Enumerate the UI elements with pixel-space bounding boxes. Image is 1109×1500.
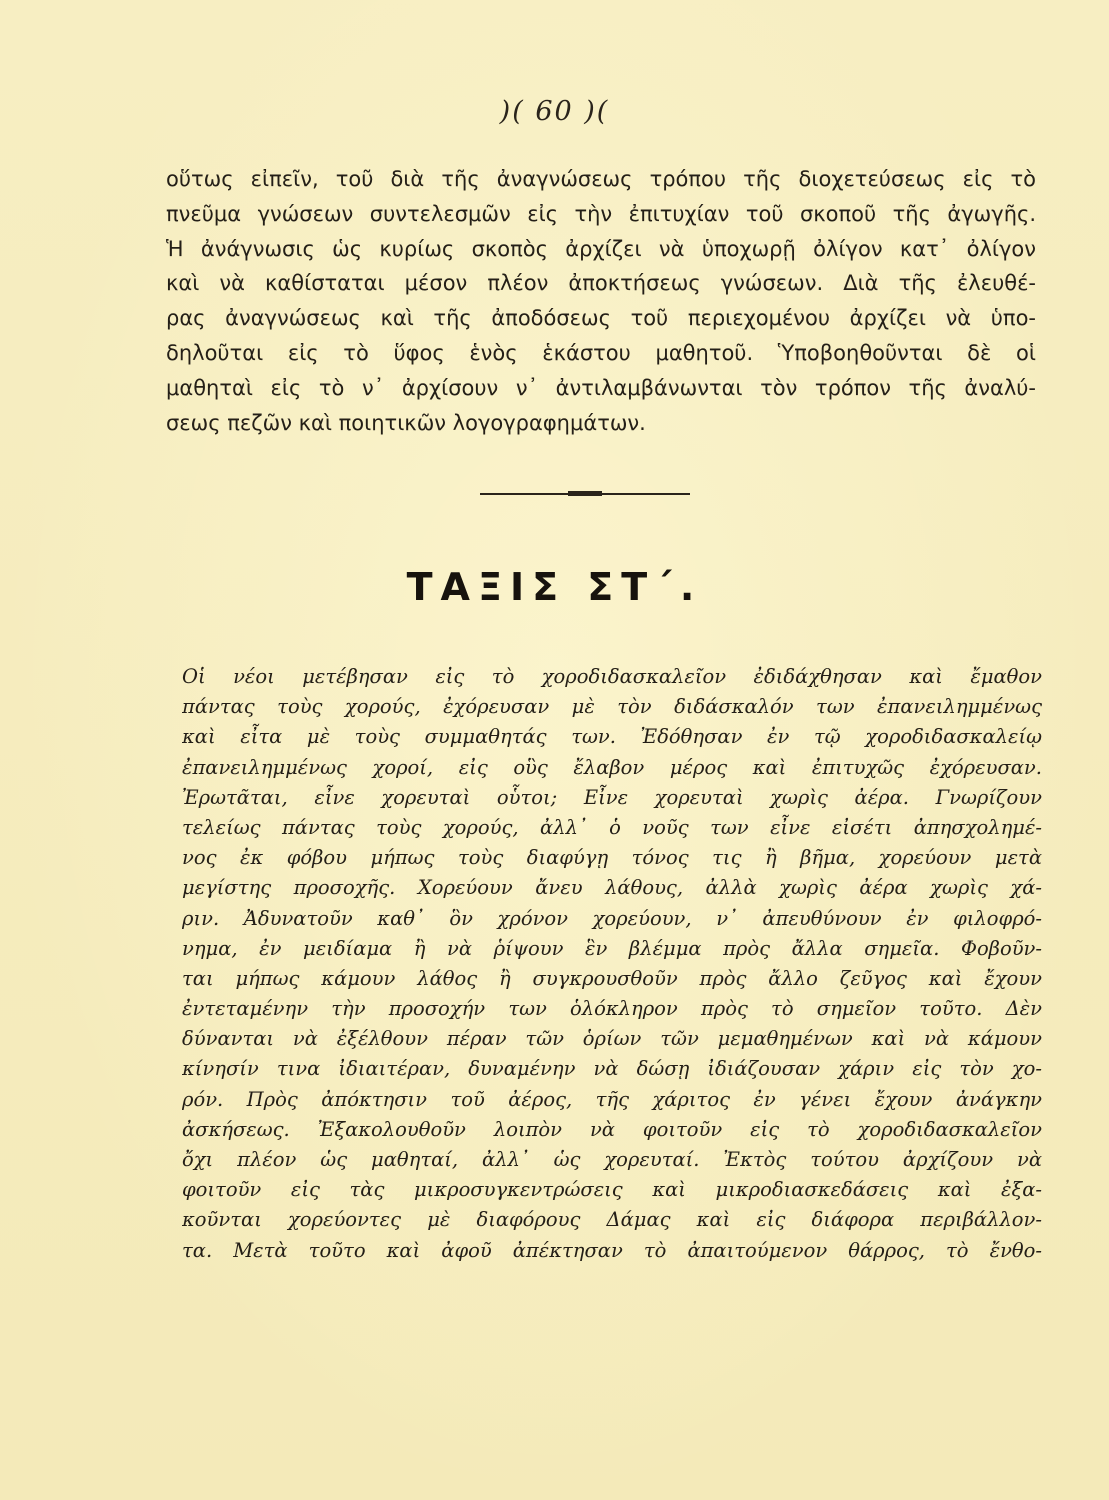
paragraph-line: πνεῦμα γνώσεων συντελεσμῶν εἰς τὴν ἐπιτυχίαν τοῦ σκοποῦ τῆς ἀγωγῆς. [166, 201, 1036, 226]
paragraph-line: ὄχι πλέον ὡς μαθηταί, ἀλλ᾽ ὡς χορευταί. Ἐκτὸς τούτου ἀρχίζουν νὰ [182, 1148, 1042, 1171]
paragraph-line: καὶ νὰ καθίσταται μέσον πλέον ἀποκτήσεως γνώσεων. Διὰ τῆς ἐλευθέ- [166, 271, 1036, 296]
paragraph-line: δηλοῦται εἰς τὸ ὕφος ἑνὸς ἑκάστου μαθητοῦ. Ὑποβοηθοῦνται δὲ οἱ [166, 340, 1036, 365]
section-heading: ΤΑΞΙΣ ΣΤ΄. [406, 565, 703, 609]
paragraph-line: ριν. Ἀδυνατοῦν καθ᾽ ὃν χρόνον χορεύουν, ν᾽ ἀπευθύνουν ἐν φιλοφρό- [182, 906, 1042, 930]
paragraph-line: νος ἐκ φόβου μήπως τοὺς διαφύγῃ τόνος τις ἢ βῆμα, χορεύουν μετὰ [182, 846, 1042, 870]
paragraph-line: οὕτως εἰπεῖν, τοῦ διὰ τῆς ἀναγνώσεως τρόπου τῆς διοχετεύσεως εἰς τὸ [166, 167, 1036, 191]
paragraph-line: μεγίστης προσοχῆς. Χορεύουν ἄνευ λάθους, ἀλλὰ χωρὶς ἀέρα χωρὶς χά- [182, 876, 1042, 900]
paragraph-line: ρας ἀναγνώσεως καὶ τῆς ἀποδόσεως τοῦ περιεχομένου ἀρχίζει νὰ ὑπο- [166, 306, 1036, 331]
paragraph-line: ἐπανειλημμένως χοροί, εἰς οὓς ἔλαβον μέρος καὶ ἐπιτυχῶς ἐχόρευσαν. [182, 755, 1042, 779]
divider-thick-center [568, 491, 602, 496]
paragraph-line: τα. Μετὰ τοῦτο καὶ ἀφοῦ ἀπέκτησαν τὸ ἀπαιτούμενον θάρρος, τὸ ἔνθο- [182, 1238, 1042, 1262]
paragraph-line: Οἱ νέοι μετέβησαν εἰς τὸ χοροδιδασκαλεῖον ἐδιδάχθησαν καὶ ἔμαθον [182, 665, 1042, 688]
paragraph-line: ἀσκήσεως. Ἐξακολουθοῦν λοιπὸν νὰ φοιτοῦν εἰς τὸ χοροδιδασκαλεῖον [182, 1117, 1042, 1141]
paragraph-line: Ἡ ἀνάγνωσις ὡς κυρίως σκοπὸς ἀρχίζει νὰ ὑποχωρῇ ὀλίγον κατ᾽ ὀλίγον [166, 236, 1036, 261]
paragraph-line: κίνησίν τινα ἰδιαιτέραν, δυναμένην νὰ δώσῃ ἰδιάζουσαν χάριν εἰς τὸν χο- [182, 1057, 1042, 1081]
section-divider-rule [480, 490, 690, 498]
paragraph-line: ἐντεταμένην τὴν προσοχήν των ὁλόκληρον πρὸς τὸ σημεῖον τοῦτο. Δὲν [182, 997, 1042, 1021]
paragraph-line: μαθηταὶ εἰς τὸ ν᾽ ἀρχίσουν ν᾽ ἀντιλαμβάνωνται τὸν τρόπον τῆς ἀναλύ- [166, 375, 1036, 400]
paragraph-line: νημα, ἐν μειδίαμα ἢ νὰ ῥίψουν ἓν βλέμμα πρὸς ἄλλα σημεῖα. Φοβοῦν- [182, 936, 1042, 960]
paragraph-line: σεως πεζῶν καὶ ποιητικῶν λογογραφημάτων. [166, 410, 646, 435]
upright-paragraph [166, 162, 1036, 440]
paragraph-line: φοιτοῦν εἰς τὰς μικροσυγκεντρώσεις καὶ μικροδιασκεδάσεις καὶ ἐξα- [182, 1178, 1042, 1202]
paragraph-line: κοῦνται χορεύοντες μὲ διαφόρους Δάμας καὶ εἰς διάφορα περιβάλλον- [182, 1208, 1042, 1232]
paragraph-line: δύνανται νὰ ἐξέλθουν πέραν τῶν ὁρίων τῶν μεμαθημένων καὶ νὰ κάμουν [182, 1027, 1042, 1051]
paragraph-line: Ἐρωτᾶται, εἶνε χορευταὶ οὗτοι; Εἶνε χορευταὶ χωρὶς ἀέρα. Γνωρίζουν [182, 785, 1042, 809]
paragraph-line: ρόν. Πρὸς ἀπόκτησιν τοῦ ἀέρος, τῆς χάριτος ἐν γένει ἔχουν ἀνάγκην [182, 1087, 1042, 1111]
paragraph-line: πάντας τοὺς χορούς, ἐχόρευσαν μὲ τὸν διδάσκαλόν των ἐπανειλημμένως [182, 695, 1042, 719]
paragraph-line: ται μήπως κάμουν λάθος ἢ συγκρουσθοῦν πρὸς ἄλλο ζεῦγος καὶ ἔχουν [182, 966, 1042, 990]
italic-paragraph [182, 662, 1042, 1266]
paragraph-line: τελείως πάντας τοὺς χορούς, ἀλλ᾽ ὁ νοῦς των εἶνε εἰσέτι ἀπησχολημέ- [182, 815, 1042, 839]
paragraph-line: καὶ εἶτα μὲ τοὺς συμμαθητάς των. Ἐδόθησαν ἐν τῷ χοροδιδασκαλείῳ [182, 725, 1042, 749]
page-number: )( 60 )( [499, 96, 610, 127]
